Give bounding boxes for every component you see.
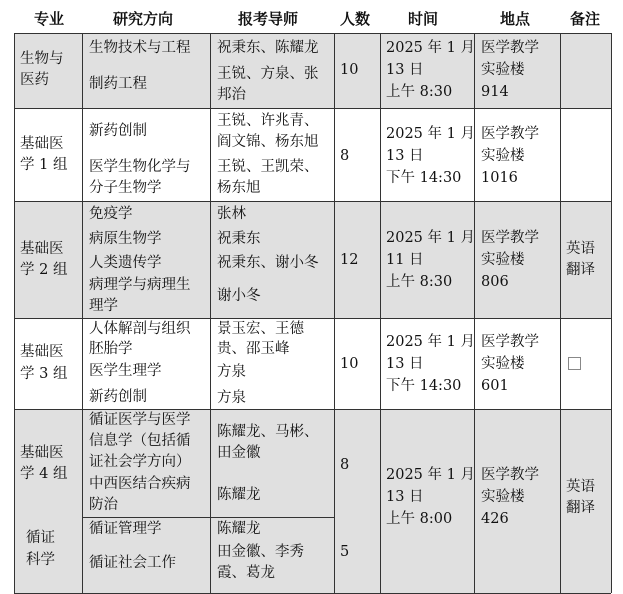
advisor-line: 王锐、王凯荣、 — [217, 159, 319, 175]
place-line: 实验楼 — [481, 356, 525, 372]
major-line: 生物与 — [20, 51, 64, 67]
empty-checkbox-icon — [568, 357, 581, 370]
place-line: 1016 — [481, 170, 518, 186]
direction-line: 新药创制 — [89, 123, 147, 139]
time-line: 2025 年 1 月 — [386, 40, 475, 56]
direction-line: 循证社会工作 — [89, 555, 176, 571]
major-line: 基础医 — [20, 344, 64, 360]
advisor-line: 张林 — [217, 206, 246, 222]
major-line: 学 1 组 — [20, 157, 68, 173]
direction-line: 防治 — [89, 497, 118, 513]
time-line: 2025 年 1 月 — [386, 126, 475, 142]
header-count: 人数 — [340, 10, 371, 28]
advisor-line: 田金徽 — [217, 445, 261, 461]
place-line: 426 — [481, 511, 509, 527]
direction-line: 理学 — [89, 298, 118, 314]
advisor-line: 谢小冬 — [217, 288, 261, 304]
time-line: 13 日 — [386, 489, 424, 505]
place-line: 601 — [481, 378, 509, 394]
header-note: 备注 — [570, 10, 601, 28]
advisor-line: 陈耀龙、马彬、 — [217, 424, 319, 440]
major-line: 学 3 组 — [20, 366, 68, 382]
count-cell: 10 — [340, 62, 359, 78]
count-cell: 5 — [340, 544, 350, 560]
direction-line: 人类遗传学 — [89, 255, 162, 271]
direction-line: 医学生理学 — [89, 363, 162, 379]
time-line: 下午 14:30 — [386, 378, 462, 394]
time-line: 13 日 — [386, 356, 424, 372]
note-line: 英语 — [566, 479, 595, 495]
direction-line: 新药创制 — [89, 389, 147, 405]
place-line: 医学教学 — [481, 126, 539, 142]
note-line: 翻译 — [566, 500, 595, 516]
advisor-line: 阎文锦、杨东旭 — [217, 134, 319, 150]
header-major: 专业 — [34, 10, 65, 28]
advisor-line: 杨东旭 — [217, 180, 261, 196]
direction-line: 生物技术与工程 — [89, 40, 191, 56]
place-line: 医学教学 — [481, 334, 539, 350]
advisor-line: 霞、葛龙 — [217, 565, 275, 581]
time-line: 13 日 — [386, 62, 424, 78]
time-line: 下午 14:30 — [386, 170, 462, 186]
place-line: 914 — [481, 84, 509, 100]
direction-line: 制药工程 — [89, 76, 147, 92]
advisor-line: 陈耀龙 — [217, 521, 261, 537]
major-line: 学 4 组 — [20, 466, 68, 482]
direction-line: 循证管理学 — [89, 521, 162, 537]
direction-line: 医学生物化学与 — [89, 159, 191, 175]
advisor-line: 景玉宏、王德 — [217, 321, 304, 337]
major-line: 学 2 组 — [20, 262, 68, 278]
count-cell: 10 — [340, 356, 359, 372]
time-line: 上午 8:30 — [386, 84, 453, 100]
advisor-line: 祝秉东 — [217, 231, 261, 247]
direction-line: 中西医结合疾病 — [89, 476, 191, 492]
time-line: 13 日 — [386, 148, 424, 164]
direction-line: 病原生物学 — [89, 231, 162, 247]
header-time: 时间 — [408, 10, 439, 28]
time-line: 11 日 — [386, 252, 424, 268]
count-cell: 8 — [340, 148, 350, 164]
place-line: 实验楼 — [481, 489, 525, 505]
place-line: 实验楼 — [481, 148, 525, 164]
advisor-line: 王锐、许兆青、 — [217, 113, 319, 129]
major-line: 医药 — [20, 72, 49, 88]
advisor-line: 邦治 — [217, 87, 246, 103]
advisor-line: 祝秉东、谢小冬 — [217, 255, 319, 271]
direction-line: 胚胎学 — [89, 341, 133, 357]
header-direction: 研究方向 — [113, 10, 174, 28]
advisor-line: 王锐、方泉、张 — [217, 66, 319, 82]
direction-line: 病理学与病理生 — [89, 277, 191, 293]
major-line: 基础医 — [20, 136, 64, 152]
advisor-line: 方泉 — [217, 364, 246, 380]
count-cell: 12 — [340, 252, 359, 268]
header-place: 地点 — [500, 10, 531, 28]
time-line: 2025 年 1 月 — [386, 230, 475, 246]
time-line: 2025 年 1 月 — [386, 334, 475, 350]
time-line: 上午 8:00 — [386, 511, 453, 527]
direction-line: 人体解剖与组织 — [89, 321, 191, 337]
direction-line: 证社会学方向） — [89, 454, 191, 470]
direction-line: 循证医学与医学 — [89, 412, 191, 428]
note-line: 翻译 — [566, 262, 595, 278]
advisor-line: 祝秉东、陈耀龙 — [217, 40, 319, 56]
advisor-line: 田金徽、李秀 — [217, 544, 304, 560]
place-line: 实验楼 — [481, 62, 525, 78]
time-line: 上午 8:30 — [386, 274, 453, 290]
time-line: 2025 年 1 月 — [386, 467, 475, 483]
major-line: 科学 — [26, 552, 55, 568]
count-cell: 8 — [340, 457, 350, 473]
place-line: 实验楼 — [481, 252, 525, 268]
place-line: 806 — [481, 274, 509, 290]
major-line: 基础医 — [20, 445, 64, 461]
advisor-line: 方泉 — [217, 390, 246, 406]
direction-line: 免疫学 — [89, 206, 133, 222]
advisor-line: 陈耀龙 — [217, 487, 261, 503]
direction-line: 分子生物学 — [89, 180, 162, 196]
header-advisor: 报考导师 — [238, 10, 299, 28]
place-line: 医学教学 — [481, 230, 539, 246]
place-line: 医学教学 — [481, 467, 539, 483]
direction-line: 信息学（包括循 — [89, 433, 191, 449]
major-line: 基础医 — [20, 241, 64, 257]
advisor-line: 贵、邵玉峰 — [217, 341, 290, 357]
place-line: 医学教学 — [481, 40, 539, 56]
major-line: 循证 — [26, 530, 55, 546]
note-line: 英语 — [566, 241, 595, 257]
